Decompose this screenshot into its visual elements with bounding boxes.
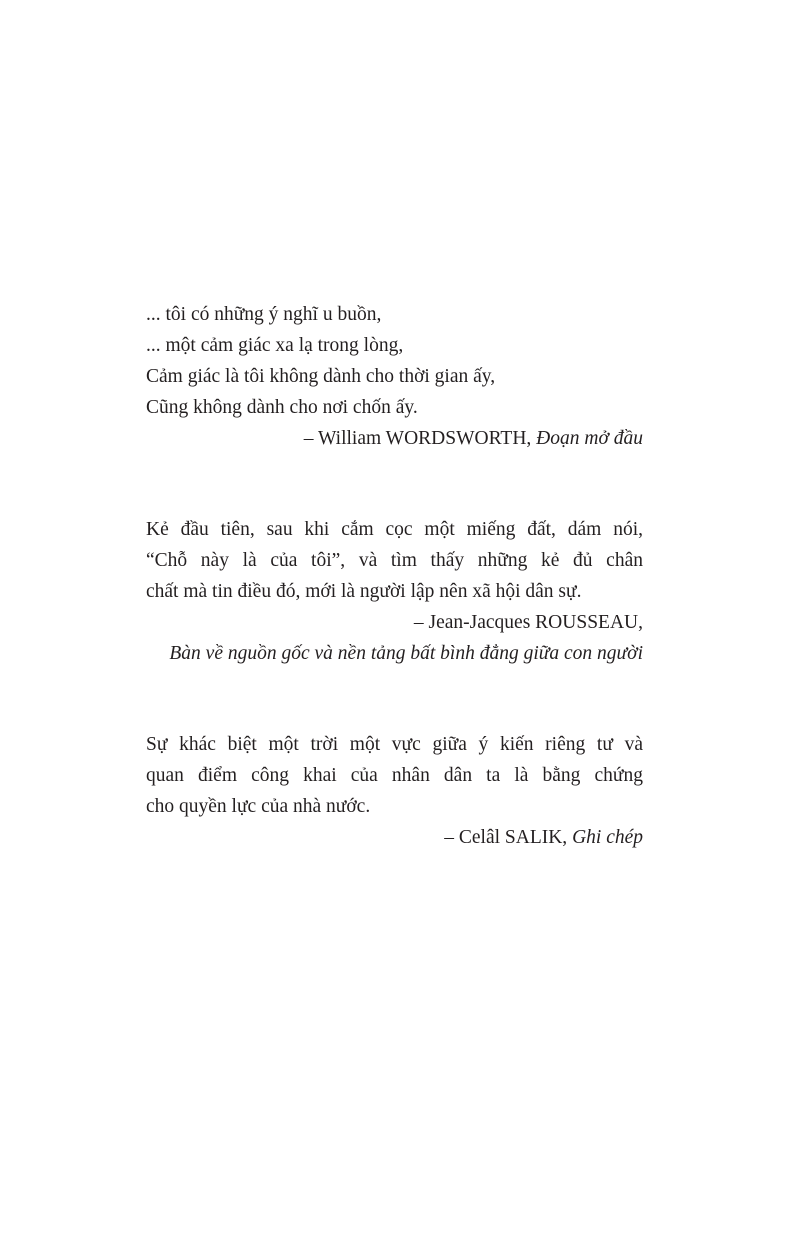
epigraph-attribution [146,822,643,853]
epigraph-attribution [146,423,643,454]
epigraph-wordsworth [146,299,643,454]
attribution-work: Bàn về nguồn gốc và nền tảng bất bình đẳng giữa con người [169,643,643,664]
epigraph-line: Kẻ đầu tiên, sau khi cắm cọc một miếng đất, dám nói, [146,519,643,540]
attribution-work: Ghi chép [572,827,643,848]
attribution-work: Đoạn mở đầu [536,428,643,449]
epigraph-line: chất mà tin điều đó, mới là người lập nên xã hội dân sự. [146,581,582,602]
epigraph-line: ... tôi có những ý nghĩ u buồn, [146,304,382,325]
epigraph-rousseau [146,514,643,669]
epigraph-line: Cũng không dành cho nơi chốn ấy. [146,397,418,418]
epigraph-line: “Chỗ này là của tôi”, và tìm thấy những kẻ đủ chân [146,550,643,571]
epigraph-line: quan điểm công khai của nhân dân ta là bằng chứng [146,765,643,786]
epigraph-line: ... một cảm giác xa lạ trong lòng, [146,335,404,356]
attribution-author: – Jean-Jacques ROUSSEAU, [413,612,643,633]
epigraph-line: Cảm giác là tôi không dành cho thời gian ấy, [146,366,496,387]
epigraph-salik [146,729,643,853]
epigraph-line: cho quyền lực của nhà nước. [146,796,371,817]
attribution-author: – William WORDSWORTH, [303,428,537,449]
attribution-author: – Celâl SALIK, [444,827,573,848]
epigraph-line: Sự khác biệt một trời một vực giữa ý kiến riêng tư và [146,734,643,755]
